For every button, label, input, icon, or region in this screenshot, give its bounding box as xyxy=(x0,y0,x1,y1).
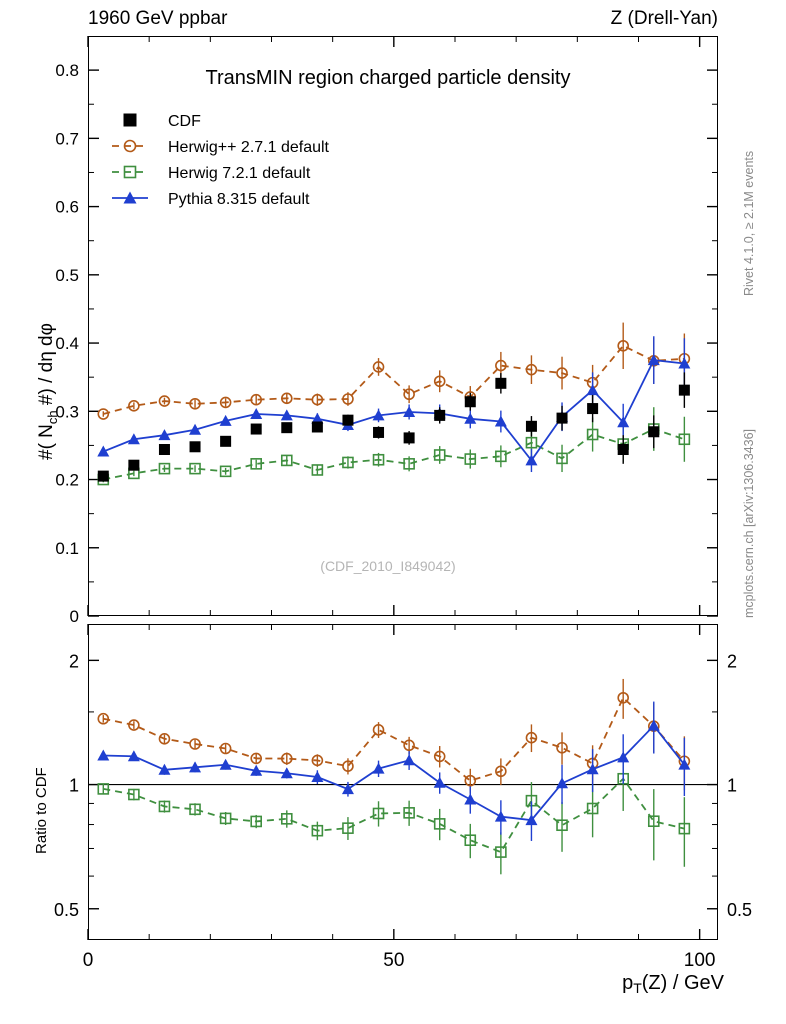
ratio-ytick-label-right: 0.5 xyxy=(727,899,753,920)
ylabel-post: #) / dη dφ xyxy=(36,323,57,411)
legend-label: CDF xyxy=(168,113,201,130)
ratio-ylabel-text: Ratio to CDF xyxy=(33,767,50,854)
ratio-ytick-label-right: 1 xyxy=(727,775,738,796)
ratio-ytick-label: 1 xyxy=(68,775,79,796)
series-herwig-2-7-1-default xyxy=(98,679,689,793)
main-ytick-label: 0.4 xyxy=(55,334,79,354)
svg-text:#( Nch #) / dη dφ xyxy=(36,323,60,460)
main-ytick-label: 0 xyxy=(69,607,79,626)
xlabel-sub: T xyxy=(633,980,642,997)
side-bottom-label: mcplots.cern.ch [arXiv:1306.3436] xyxy=(742,429,756,618)
main-ytick-label: 0.1 xyxy=(55,538,79,558)
xtick-label: 0 xyxy=(82,950,94,971)
main-ytick-label: 0.5 xyxy=(55,265,79,285)
xlabel-p: p xyxy=(622,972,634,994)
legend-label: Herwig++ 2.7.1 default xyxy=(168,139,329,156)
ratio-ytick-label: 0.5 xyxy=(53,899,79,920)
series-pythia-8-315-default xyxy=(97,702,690,841)
main-ytick-label: 0.8 xyxy=(55,61,79,81)
ylabel-pre: #( N xyxy=(36,424,57,460)
xlabel-rest: (Z) / GeV xyxy=(641,972,724,994)
header-left: 1960 GeV ppbar xyxy=(88,8,228,29)
legend-label: Herwig 7.2.1 default xyxy=(168,165,311,182)
legend-label: Pythia 8.315 default xyxy=(168,191,310,208)
main-ytick-label: 0.6 xyxy=(55,197,79,217)
header-right: Z (Drell-Yan) xyxy=(610,8,718,29)
main-title: TransMIN region charged particle density xyxy=(205,67,571,89)
watermark: (CDF_2010_I849042) xyxy=(320,558,456,574)
main-ytick-label: 0.3 xyxy=(55,402,79,422)
ylabel-sub: ch xyxy=(45,410,60,425)
xtick-label: 100 xyxy=(683,950,716,971)
main-ytick-label: 0.7 xyxy=(55,129,79,149)
series-herwig-7-2-1-default xyxy=(98,751,689,874)
side-top-label: Rivet 4.1.0, ≥ 2.1M events xyxy=(742,150,756,296)
xtick-label: 50 xyxy=(383,950,405,971)
ratio-xlabel xyxy=(622,972,724,996)
ratio-ytick-label: 2 xyxy=(68,651,79,672)
ratio-ytick-label-right: 2 xyxy=(727,651,738,672)
main-ytick-label: 0.2 xyxy=(55,470,79,490)
